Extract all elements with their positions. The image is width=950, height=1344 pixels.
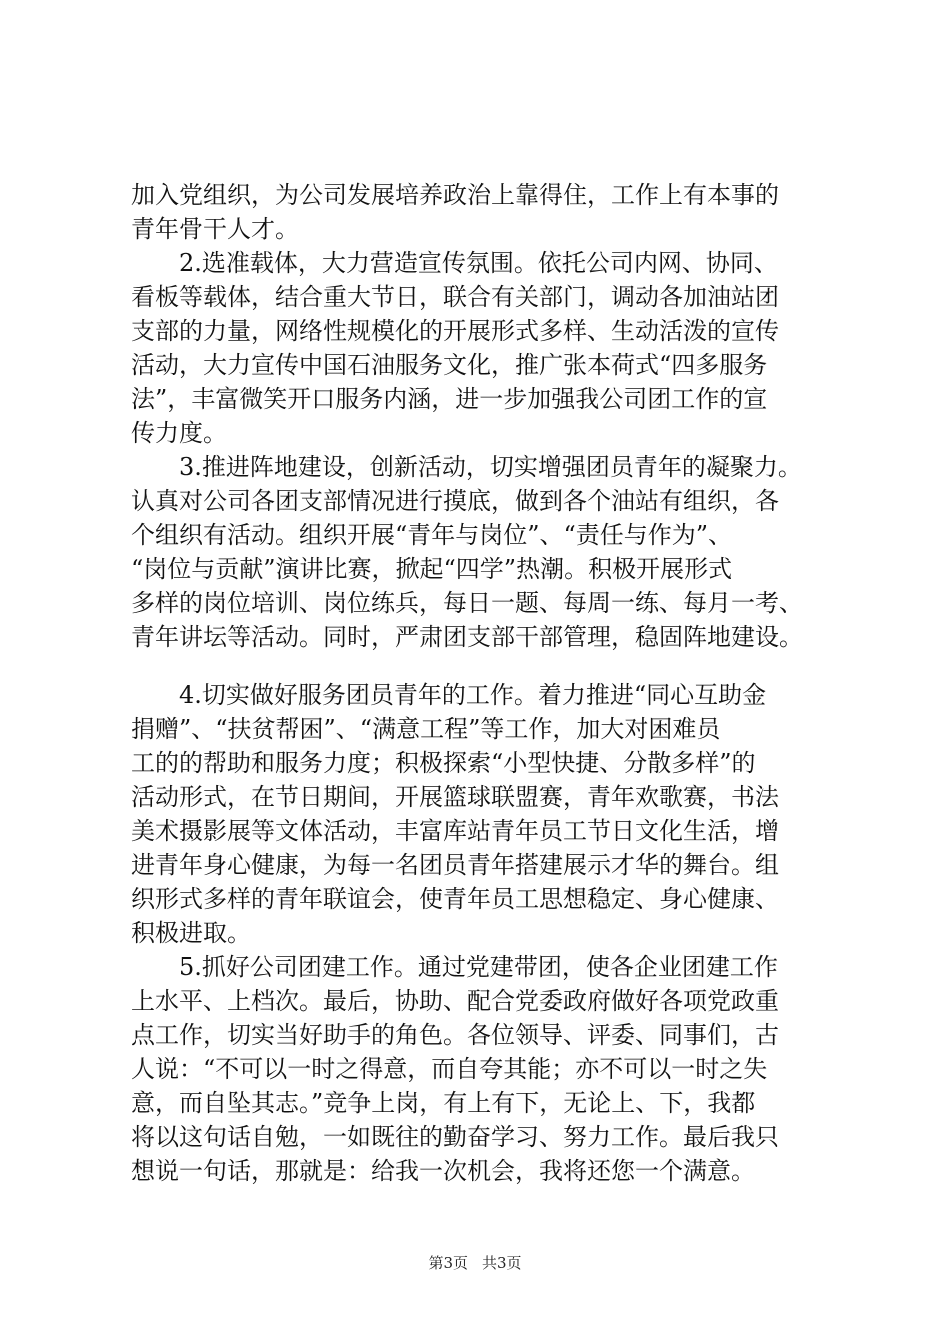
text-line: 3.推进阵地建设，创新活动，切实增强团员青年的凝聚力。 — [131, 453, 802, 481]
text-line: 4.切实做好服务团员青年的工作。着力推进“同心互助金 — [131, 681, 767, 709]
text-line: 活动形式，在节日期间，开展篮球联盟赛，青年欢歌赛，书法 — [131, 783, 779, 811]
text-line: 加入党组织，为公司发展培养政治上靠得住，工作上有本事的 — [131, 181, 779, 209]
page-footer — [0, 1252, 950, 1273]
text-line: 多样的岗位培训、岗位练兵，每日一题、每周一练、每月一考、 — [131, 589, 803, 617]
text-line: 人说：“不可以一时之得意，而自夸其能；亦不可以一时之失 — [131, 1055, 768, 1083]
text-line: 5.抓好公司团建工作。通过党建带团，使各企业团建工作 — [131, 953, 778, 981]
text-line: 认真对公司各团支部情况进行摸底，做到各个油站有组织，各 — [131, 487, 779, 515]
text-line: 捐赠”、“扶贫帮困”、“满意工程”等工作，加大对困难员 — [131, 715, 721, 743]
text-line: 美术摄影展等文体活动，丰富库站青年员工节日文化生活，增 — [131, 817, 779, 845]
text-line: 将以这句话自勉，一如既往的勤奋学习、努力工作。最后我只 — [131, 1123, 779, 1151]
text-line: 进青年身心健康，为每一名团员青年搭建展示才华的舞台。组 — [131, 851, 779, 879]
text-line: 想说一句话，那就是：给我一次机会，我将还您一个满意。 — [131, 1157, 755, 1185]
text-line: 上水平、上档次。最后，协助、配合党委政府做好各项党政重 — [131, 987, 779, 1015]
text-line: 法”，丰富微笑开口服务内涵，进一步加强我公司团工作的宣 — [131, 385, 768, 413]
text-line: 积极进取。 — [131, 919, 251, 947]
text-line: 传力度。 — [131, 419, 227, 447]
text-line: 意，而自坠其志。”竞争上岗，有上有下，无论上、下，我都 — [131, 1089, 756, 1117]
page-number: 第3页 — [428, 1254, 468, 1272]
text-line: 工的的帮助和服务力度；积极探索“小型快捷、分散多样”的 — [131, 749, 756, 777]
text-line: 2.选准载体，大力营造宣传氛围。依托公司内网、协同、 — [131, 249, 778, 277]
text-line: 织形式多样的青年联谊会，使青年员工思想稳定、身心健康、 — [131, 885, 779, 913]
text-line: 支部的力量，网络性规模化的开展形式多样、生动活泼的宣传 — [131, 317, 779, 345]
text-line: 青年骨干人才。 — [131, 215, 299, 243]
text-line: 点工作，切实当好助手的角色。各位领导、评委、同事们，古 — [131, 1021, 779, 1049]
page-total: 共3页 — [482, 1254, 522, 1272]
text-line: 青年讲坛等活动。同时，严肃团支部干部管理，稳固阵地建设。 — [131, 623, 803, 651]
text-line: 看板等载体，结合重大节日，联合有关部门，调动各加油站团 — [131, 283, 779, 311]
text-line: 活动，大力宣传中国石油服务文化，推广张本荷式“四多服务 — [131, 351, 768, 379]
text-line: “岗位与贡献”演讲比赛，掀起“四学”热潮。积极开展形式 — [131, 555, 733, 583]
text-line: 个组织有活动。组织开展“青年与岗位”、“责任与作为”、 — [131, 521, 733, 549]
